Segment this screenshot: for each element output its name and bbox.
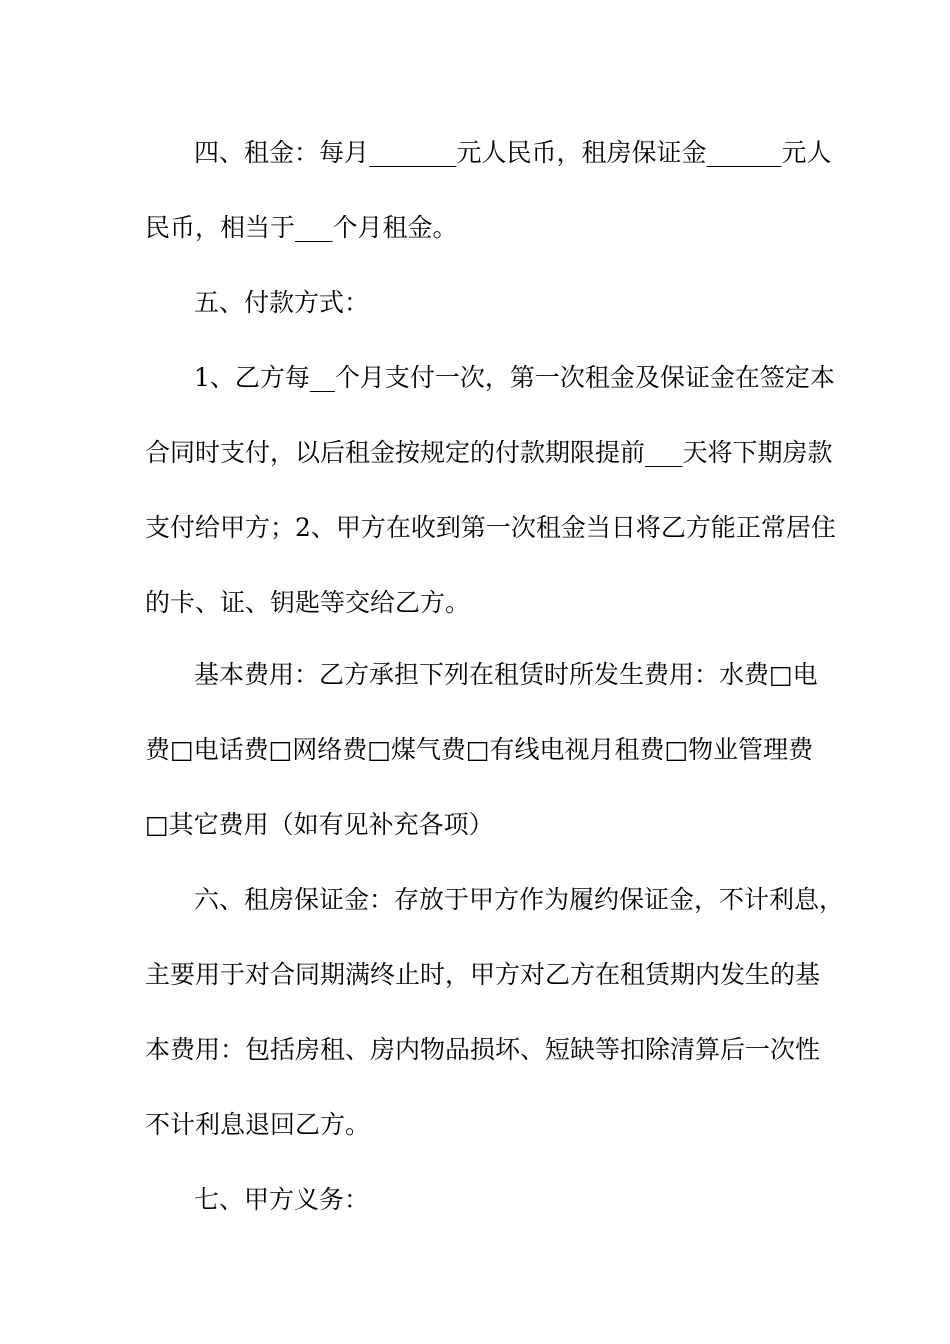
rent-clause-line-1: 四、租金：每月_______元人民币，租房保证金______元人 xyxy=(194,138,832,167)
basic-fees-line-2: 费□电话费□网络费□煤气费□有线电视月租费□物业管理费 xyxy=(145,735,814,764)
payment-clause-line-1: 1、乙方每__个月支付一次，第一次租金及保证金在签定本 xyxy=(194,363,835,392)
deposit-clause-line-4: 不计利息退回乙方。 xyxy=(145,1110,371,1139)
payment-clause-line-3: 支付给甲方；2、甲方在收到第一次租金当日将乙方能正常居住 xyxy=(145,513,836,542)
payment-clause-line-2: 合同时支付，以后租金按规定的付款期限提前___天将下期房款 xyxy=(145,438,833,467)
basic-fees-line-1: 基本费用：乙方承担下列在租赁时所发生费用：水费□电 xyxy=(194,660,818,689)
basic-fees-line-3: □其它费用（如有见补充各项） xyxy=(145,810,494,839)
party-a-obligations-heading: 七、甲方义务： xyxy=(194,1185,370,1214)
payment-method-heading: 五、付款方式： xyxy=(194,288,370,317)
rent-clause-line-2: 民币，相当于___个月租金。 xyxy=(145,213,458,242)
deposit-clause-line-1: 六、租房保证金：存放于甲方作为履约保证金，不计利息， xyxy=(194,885,845,914)
deposit-clause-line-3: 本费用：包括房租、房内物品损坏、短缺等扣除清算后一次性 xyxy=(145,1035,821,1064)
deposit-clause-line-2: 主要用于对合同期满终止时，甲方对乙方在租赁期内发生的基 xyxy=(145,960,821,989)
payment-clause-line-4: 的卡、证、钥匙等交给乙方。 xyxy=(145,588,471,617)
